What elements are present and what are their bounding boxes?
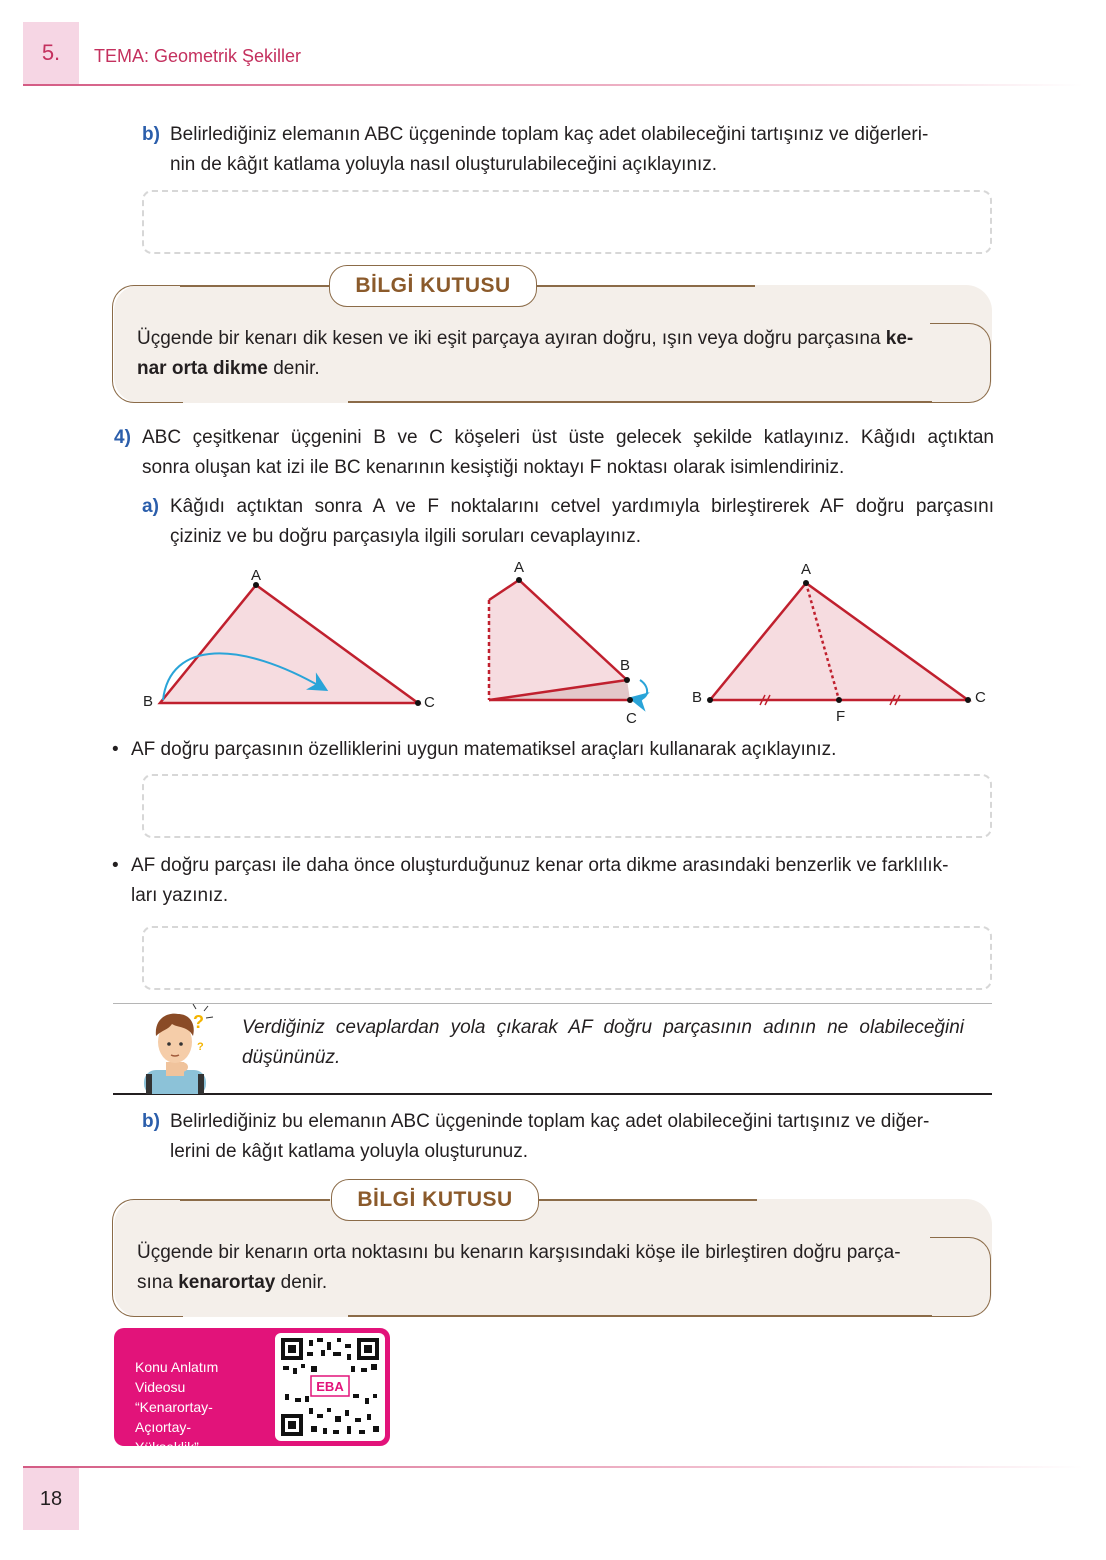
figure-1-triangle	[143, 567, 435, 711]
fig1-label-b: B	[143, 693, 154, 710]
think-line2: düşününüz.	[242, 1047, 341, 1068]
info-box-2-line1: Üçgende bir kenarın orta noktasını bu kenarın karşısındaki köşe ile birleştiren doğru parça-	[137, 1242, 901, 1263]
info-box-1-text-after: denir.	[267, 358, 320, 379]
think-top-line	[113, 1003, 992, 1004]
info-box-2-top-line-right	[537, 1199, 757, 1201]
bullet-1	[112, 735, 992, 765]
question-4b-line2: lerini de kâğıt katlama yoluyla oluşturunuz.	[170, 1141, 529, 1162]
info-box-1-top-line-right	[535, 285, 755, 287]
question-3b-line2: nin de kâğıt katlama yoluyla nasıl oluşturulabileceğini açıklayınız.	[170, 154, 718, 175]
figure-3-triangle-with-median	[692, 561, 986, 725]
fig2-label-c: C	[626, 710, 637, 727]
page-number-box	[23, 1468, 79, 1530]
fig3-label-f: F	[836, 708, 846, 725]
question-4-line1: ABC çeşitkenar üçgenini B ve C köşeleri üst üste gelecek şekilde katlayınız. Kâğıdı açtıktan	[142, 427, 994, 448]
question-4b-line1: Belirlediğiniz bu elemanın ABC üçgeninde toplam kaç adet olabileceğini tartışınız ve diğer-	[170, 1111, 930, 1132]
info-box-1-top-line	[180, 285, 330, 287]
think-line1: Verdiğiniz cevaplardan yola çıkarak AF doğru parçasının adının ne olabileceğini	[242, 1017, 964, 1038]
fig1-label-a: A	[251, 567, 262, 584]
info-box-1-title	[329, 265, 537, 307]
bullet-1-text: AF doğru parçasının özelliklerini uygun matematiksel araçları kullanarak açıklayınız.	[131, 739, 837, 760]
info-box-2-top-line	[180, 1199, 330, 1201]
fig1-label-c: C	[424, 694, 435, 711]
fold-arrow-small-icon	[634, 680, 647, 699]
question-3b	[142, 120, 1002, 180]
question-3b-label: b)	[142, 124, 160, 145]
info-box-2-bold: kenarortay	[178, 1272, 276, 1293]
bullet-2	[112, 851, 994, 911]
figure-2-folded-triangle	[489, 559, 647, 727]
question-3b-line1: Belirlediğiniz elemanın ABC üçgeninde toplam kaç adet olabileceğini tartışınız ve diğerleri-	[170, 124, 929, 145]
info-box-1-bold-a: ke-	[885, 328, 914, 349]
answer-box-bullet-1[interactable]	[142, 774, 992, 838]
answer-box-3b[interactable]	[142, 190, 992, 254]
unit-number-box	[23, 22, 79, 84]
info-box-2-text	[137, 1238, 977, 1298]
triangle-figures	[0, 555, 1106, 735]
think-text	[242, 1013, 964, 1073]
bullet-2-line1: AF doğru parçası ile daha önce oluşturduğunuz kenar orta dikme arasındaki benzerlik ve farklılık-	[131, 855, 949, 876]
video-card-text	[135, 1357, 265, 1457]
footer-divider	[23, 1466, 1083, 1468]
video-line1: Konu Anlatım Videosu	[135, 1359, 219, 1395]
info-box-2-bottom-line	[348, 1315, 932, 1317]
fig2-label-b: B	[620, 657, 631, 674]
question-4a-line2: çiziniz ve bu doğru parçasıyla ilgili soruları cevaplayınız.	[170, 526, 641, 547]
video-line3: Yükseklik”	[135, 1439, 199, 1455]
bullet-1-dot: •	[112, 739, 119, 760]
fig3-label-c: C	[975, 689, 986, 706]
info-box-2-title-text: BİLGİ KUTUSU	[357, 1188, 513, 1211]
fig3-label-b: B	[692, 689, 703, 706]
info-box-2-title	[331, 1179, 539, 1221]
question-4-number: 4)	[114, 427, 131, 448]
question-4a	[142, 492, 994, 552]
question-4a-line1: Kâğıdı açtıktan sonra A ve F noktalarını cetvel yardımıyla birleştirerek AF doğru parçasını	[170, 496, 994, 517]
video-line2: “Kenarortay-Açıortay-	[135, 1399, 213, 1435]
bullet-2-dot: •	[112, 855, 119, 876]
fig2-label-a: A	[514, 559, 525, 576]
answer-box-bullet-2[interactable]	[142, 926, 992, 990]
qr-logo-text: EBA	[316, 1379, 344, 1394]
info-box-2-line2-after: denir.	[275, 1272, 328, 1293]
unit-number: 5.	[41, 40, 61, 65]
svg-text:?: ?	[197, 1041, 204, 1053]
info-box-1-text-before: Üçgende bir kenarı dik kesen ve iki eşit parçaya ayıran doğru, ışın veya doğru parçasına	[137, 328, 886, 349]
info-box-1-bottom-line	[348, 401, 932, 403]
header-divider	[23, 84, 1083, 86]
question-4-line2: sonra oluşan kat izi ile BC kenarının kesiştiği noktayı F noktası olarak isimlendiriniz.	[142, 457, 845, 478]
qr-code-icon[interactable]	[281, 1338, 379, 1436]
bullet-2-line2: ları yazınız.	[131, 885, 229, 906]
info-box-2-line2-before: sına	[137, 1272, 179, 1293]
svg-text:?: ?	[193, 1012, 204, 1032]
question-4b	[142, 1107, 1002, 1167]
question-4	[114, 423, 994, 483]
think-bottom-line	[113, 1093, 992, 1095]
page-number: 18	[39, 1487, 63, 1510]
info-box-1-text	[137, 324, 977, 384]
info-box-1-title-text: BİLGİ KUTUSU	[355, 274, 511, 297]
fig3-label-a: A	[801, 561, 812, 578]
question-4b-label: b)	[142, 1111, 160, 1132]
theme-title: TEMA: Geometrik Şekiller	[94, 46, 302, 66]
question-4a-label: a)	[142, 496, 159, 517]
info-box-1-bold-b: nar orta dikme	[137, 358, 268, 379]
thinking-student-icon	[136, 1004, 216, 1094]
